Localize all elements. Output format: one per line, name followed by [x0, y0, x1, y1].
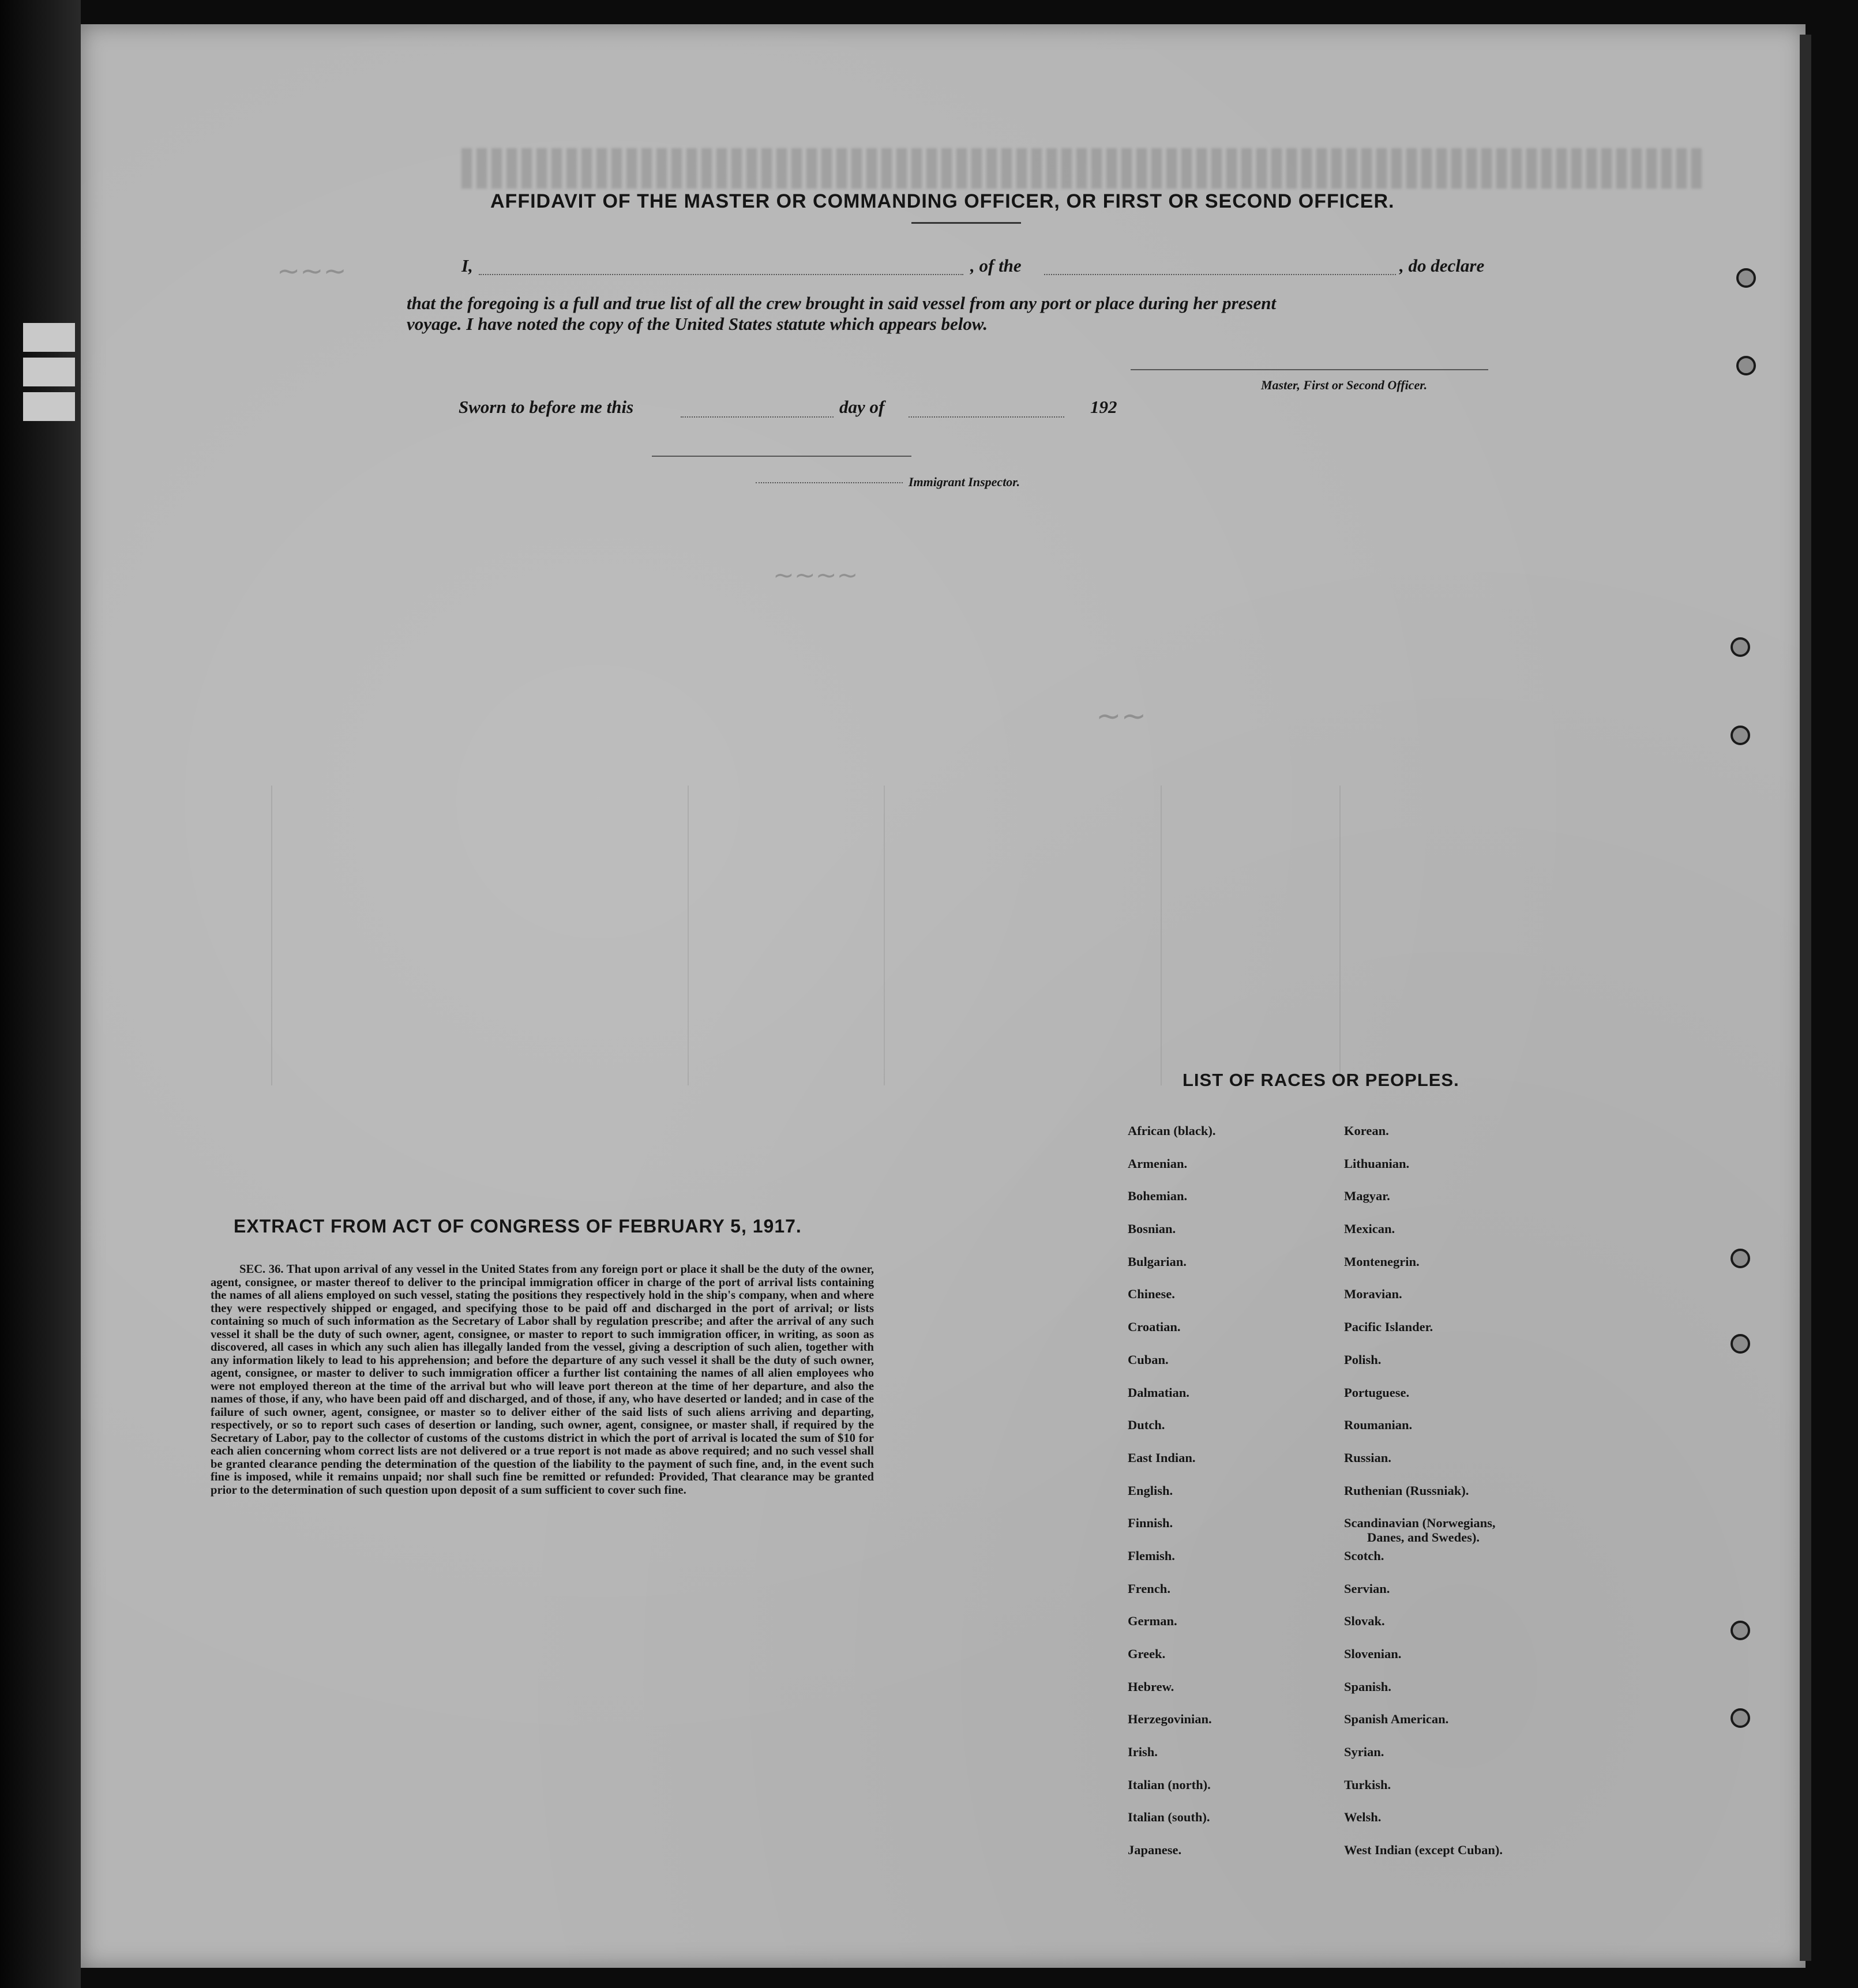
- race-item-line: Danes, and Swedes).: [1367, 1530, 1480, 1545]
- race-item: Irish.: [1128, 1745, 1158, 1760]
- race-item: Croatian.: [1128, 1320, 1181, 1335]
- master-caption: Master, First or Second Officer.: [1261, 378, 1428, 392]
- punch-hole: [1731, 1708, 1750, 1728]
- declarant-name-line: [479, 274, 963, 275]
- race-item: Korean.: [1344, 1123, 1389, 1138]
- race-item: Hebrew.: [1128, 1679, 1174, 1694]
- sworn-day-line: [681, 416, 834, 418]
- punch-hole: [1731, 726, 1750, 745]
- title-divider: [911, 222, 1021, 224]
- race-item: Portuguese.: [1344, 1385, 1410, 1400]
- races-list-right: [1344, 1123, 1503, 1876]
- races-title: LIST OF RACES OR PEOPLES.: [1183, 1070, 1459, 1090]
- faint-handwriting: ~~~: [277, 255, 347, 287]
- punch-hole: [1731, 1334, 1750, 1354]
- sworn-label: Sworn to before me this: [459, 397, 634, 417]
- race-item: Slovenian.: [1344, 1647, 1402, 1661]
- declaration-line: that the foregoing is a full and true list of all the crew brought in said vessel from any port or place during her present: [407, 293, 1277, 313]
- affidavit-title: AFFIDAVIT OF THE MASTER OR COMMANDING OFFICER, OR FIRST OR SECOND OFFICER.: [490, 190, 1395, 212]
- race-item: [1344, 1516, 1503, 1549]
- race-item: Italian (south).: [1128, 1810, 1210, 1825]
- race-item: Japanese.: [1128, 1843, 1182, 1858]
- year-label: 192: [1090, 397, 1117, 417]
- bleed-through-grid: [271, 786, 1686, 1085]
- race-item: Welsh.: [1344, 1810, 1382, 1825]
- faint-handwriting: ~~~~: [773, 561, 858, 590]
- race-item: Pacific Islander.: [1344, 1320, 1433, 1335]
- race-item: Magyar.: [1344, 1189, 1390, 1204]
- race-item: Moravian.: [1344, 1287, 1402, 1302]
- do-declare-label: , do declare: [1399, 255, 1485, 276]
- inspector-caption: Immigrant Inspector.: [909, 475, 1020, 489]
- race-item-line: Scandinavian (Norwegians,: [1344, 1516, 1496, 1531]
- race-item: Bosnian.: [1128, 1222, 1176, 1237]
- vessel-name-line: [1044, 274, 1396, 275]
- race-item: Greek.: [1128, 1647, 1166, 1661]
- race-item: Dalmatian.: [1128, 1385, 1189, 1400]
- race-item: Syrian.: [1344, 1745, 1384, 1760]
- edge-card-fragment: [23, 358, 75, 386]
- race-item: Montenegrin.: [1344, 1254, 1420, 1269]
- race-item: German.: [1128, 1614, 1177, 1629]
- race-item: West Indian (except Cuban).: [1344, 1843, 1503, 1858]
- race-item: East Indian.: [1128, 1450, 1196, 1465]
- race-item: Turkish.: [1344, 1777, 1391, 1792]
- race-item: Flemish.: [1128, 1548, 1175, 1563]
- race-item: English.: [1128, 1483, 1173, 1498]
- race-item: Finnish.: [1128, 1516, 1173, 1531]
- race-item: Herzegovinian.: [1128, 1712, 1212, 1727]
- races-list-left: [1128, 1123, 1215, 1876]
- race-item: Italian (north).: [1128, 1777, 1211, 1792]
- page-right-edge: [1800, 35, 1811, 1961]
- extract-statute-text: SEC. 36. That upon arrival of any vessel in the United States from any foreign port or place it shall be the duty of the owner, agent, consignee, or master thereof to deliver to the principal immigration officer in charge of the port of arrival lists containing the names of all aliens employed on such vessel, stating the positions they respectively hold in the ship's company, when and where they were respectively shipped or engaged, and specifying those to be paid off and discharged in the port of arrival; or lists containing so much of such information as the Secretary of Labor shall by regulation prescribe; and after the arrival of any such vessel it shall be the duty of such owner, agent, consignee, or master to report to such immigration officer, in writing, as soon as discovered, all cases in which any such alien has illegally landed from the vessel, giving a description of such alien, together with any information likely to lead to his apprehension; and before the departure of any such vessel it shall be the duty of such owner, agent, consignee, or master to deliver to such immigration officer a further list containing the names of all alien employees who were not employed thereon at the time of the arrival but who will leave port thereon at the time of her departure, and also the names of those, if any, who have been paid off and discharged, and of those, if any, who have deserted or landed; and in case of the failure of such owner, agent, consignee, or master so to deliver either of the said lists of such aliens arriving and departing, respectively, or so to report such cases of desertion or landing, such owner, agent, consignee, or master shall, if required by the Secretary of Labor, pay to the collector of customs of the customs district in which the port of arrival is located the sum of $10 for each alien concerning whom correct lists are not delivered or a true report is not made as above required; and no such vessel shall be granted clearance pending the determination of the question of the liability to the payment of such fine, and, in the event such fine is imposed, while it remains unpaid; nor shall such fine be remitted or refunded: Provided, That clearance may be granted prior to the determination of such question upon deposit of a sum sufficient to cover such fine.: [211, 1263, 874, 1497]
- race-item: Bohemian.: [1128, 1189, 1188, 1204]
- master-signature-line: [1131, 369, 1488, 370]
- scan-left-edge: [0, 0, 81, 1988]
- declaration-line: voyage. I have noted the copy of the United States statute which appears below.: [407, 314, 988, 334]
- race-item: Scotch.: [1344, 1548, 1384, 1563]
- race-item: Slovak.: [1344, 1614, 1385, 1629]
- race-item: Cuban.: [1128, 1352, 1169, 1367]
- punch-hole: [1736, 356, 1756, 375]
- race-item: Ruthenian (Russniak).: [1344, 1483, 1469, 1498]
- faint-handwriting: ~~: [1096, 699, 1147, 734]
- race-item: Bulgarian.: [1128, 1254, 1187, 1269]
- race-item: Mexican.: [1344, 1222, 1395, 1237]
- day-of-label: day of: [839, 397, 885, 417]
- edge-card-fragment: [23, 392, 75, 421]
- punch-hole: [1736, 268, 1756, 288]
- race-item: Polish.: [1344, 1352, 1382, 1367]
- race-item: Dutch.: [1128, 1418, 1165, 1433]
- race-item: African (black).: [1128, 1123, 1216, 1138]
- of-the-label: , of the: [970, 255, 1022, 276]
- race-item: Spanish.: [1344, 1679, 1391, 1694]
- edge-card-fragment: [23, 323, 75, 352]
- race-item: Servian.: [1344, 1581, 1390, 1596]
- race-item: Russian.: [1344, 1450, 1391, 1465]
- race-item: Spanish American.: [1344, 1712, 1449, 1727]
- punch-hole: [1731, 637, 1750, 657]
- race-item: Lithuanian.: [1344, 1156, 1410, 1171]
- race-item: Chinese.: [1128, 1287, 1175, 1302]
- inspector-signature-line: [756, 482, 903, 483]
- extract-title: EXTRACT FROM ACT OF CONGRESS OF FEBRUARY 5, 1917.: [234, 1216, 802, 1237]
- bleed-through-text: [461, 148, 1702, 189]
- race-item: Roumanian.: [1344, 1418, 1413, 1433]
- inspector-line: [652, 456, 911, 457]
- race-item: French.: [1128, 1581, 1170, 1596]
- punch-hole: [1731, 1249, 1750, 1268]
- punch-hole: [1731, 1621, 1750, 1640]
- sworn-month-line: [909, 416, 1064, 418]
- declarant-label: I,: [461, 255, 473, 276]
- race-item: Armenian.: [1128, 1156, 1188, 1171]
